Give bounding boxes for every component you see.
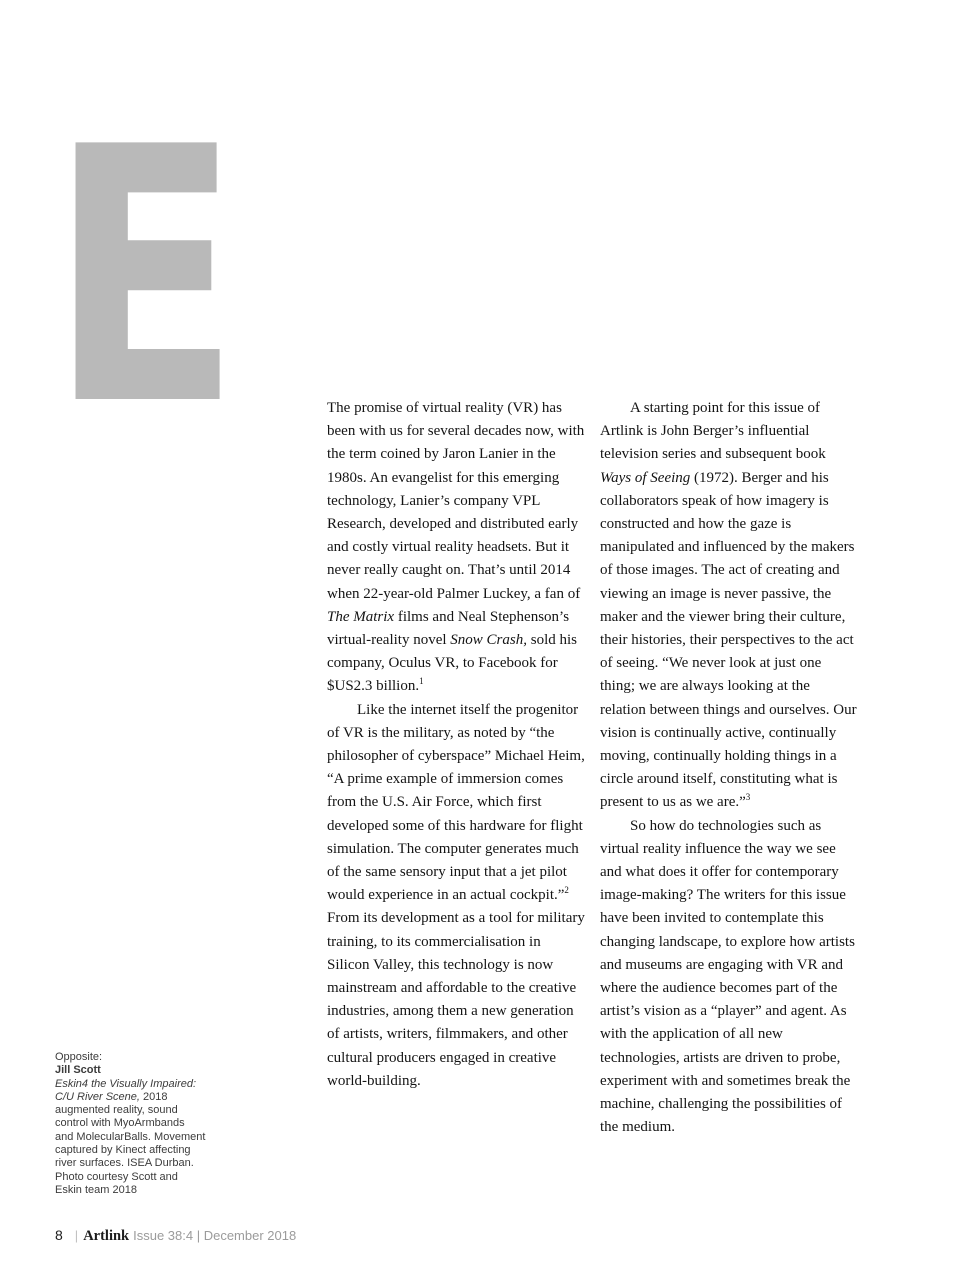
image-caption	[55, 1051, 240, 1197]
text-run: The promise of virtual reality (VR) has been with us for several decades now, with the term coined by Jaron Lanier in the 1980s. An evangelist for this emerging technology, Lanier’s company VPL Research, developed and distributed early and costly virtual reality headsets. But it never really caught on. That’s until 2014 when 22-year-old Palmer Luckey, a fan of	[327, 400, 585, 602]
caption-line	[55, 1171, 240, 1184]
footnote-reference: 2	[564, 885, 569, 896]
text-run: The Matrix	[327, 608, 395, 625]
caption-line	[55, 1144, 240, 1157]
footnote-reference: 1	[419, 676, 424, 687]
text-run: captured by Kinect affecting	[55, 1144, 191, 1157]
body-paragraph	[327, 397, 585, 699]
text-run: From its development as a tool for military training, to its commercialisation in Silicon Valley, this technology is now mainstream and affordable to the creative industries, among them a new generation of artists, writers, filmmakers, and other cultural producers engaged in creative world-building.	[327, 910, 585, 1089]
body-column-left	[327, 397, 585, 1093]
text-run: and MolecularBalls. Movement	[55, 1130, 206, 1143]
body-paragraph	[600, 397, 858, 815]
body-paragraph	[600, 815, 858, 1140]
caption-line	[55, 1051, 240, 1064]
text-run: Jill Scott	[55, 1064, 101, 1077]
text-run: Eskin4 the Visually Impaired:	[55, 1077, 197, 1090]
caption-line	[55, 1064, 240, 1077]
text-run: Like the internet itself the progenitor of VR is the military, as noted by “the philosopher of cyberspace” Michael Heim, “A prime example of immersion comes from the U.S. Air Force, which first developed some of this hardware for flight simulation. The computer generates much of the same sensory input that a jet pilot would experience in an actual cockpit.”	[327, 701, 585, 904]
text-run: films and Neal Stephenson’s virtual-reality novel	[327, 608, 570, 649]
text-run: augmented reality, sound	[55, 1104, 178, 1117]
text-run: So how do technologies such as virtual reality influence the way we see and what does it offer for contemporary image-making? The writers for this issue have been invited to contemplate this changing landscape, to explore how artists and museums are engaging with VR and where the audience becomes part of the artist’s vision as a “player” and agent. As with the application of all new technologies, artists are driven to probe, experiment with and sometimes break the machine, challenging the possibilities of the medium.	[600, 817, 855, 1136]
body-paragraph	[327, 699, 585, 1093]
text-run: 2018	[139, 1090, 168, 1103]
caption-line	[55, 1117, 240, 1130]
text-run: A starting point for this issue of Artlink is John Berger’s influential television series and subsequent book	[600, 400, 826, 463]
footnote-reference: 3	[745, 792, 751, 803]
text-run: Snow Crash,	[450, 632, 527, 649]
text-run: river surfaces. ISEA Durban.	[55, 1157, 194, 1170]
body-column-right	[600, 397, 858, 1140]
caption-line	[55, 1078, 240, 1091]
caption-line	[55, 1091, 240, 1104]
magazine-title: Artlink	[83, 1228, 130, 1244]
caption-line	[55, 1104, 240, 1117]
text-run: (1972). Berger and his collaborators speak of how imagery is constructed and how the gaze is manipulated and influenced by the makers of those images. The act of creating and viewing an image is never passive, the maker and the viewer bring their culture, their histories, their perspectives to the act of seeing. “We never look at just one thing; we are always looking at the relation between things and ourselves. Our vision is continually active, continually moving, continually holding things in a circle around itself, constituting what is present to us as we are.”	[600, 469, 857, 811]
caption-line	[55, 1184, 240, 1197]
dropcap-letter-e: E	[50, 73, 240, 483]
page-number: 8	[55, 1227, 63, 1243]
text-run: C/U River Scene,	[55, 1090, 140, 1103]
issue-info: Issue 38:4 | December 2018	[133, 1228, 297, 1243]
caption-line	[55, 1131, 240, 1144]
page-footer	[55, 1227, 296, 1245]
text-run: control with MyoArmbands	[55, 1117, 185, 1130]
text-run: Opposite:	[55, 1051, 103, 1063]
text-run: Photo courtesy Scott and	[55, 1170, 178, 1183]
caption-line	[55, 1157, 240, 1170]
text-run: sold his company, Oculus VR, to Facebook for $US2.3 billion.	[327, 632, 577, 695]
footer-separator: |	[74, 1228, 79, 1243]
text-run: Eskin team 2018	[55, 1183, 137, 1196]
text-run: Ways of Seeing	[600, 469, 691, 486]
